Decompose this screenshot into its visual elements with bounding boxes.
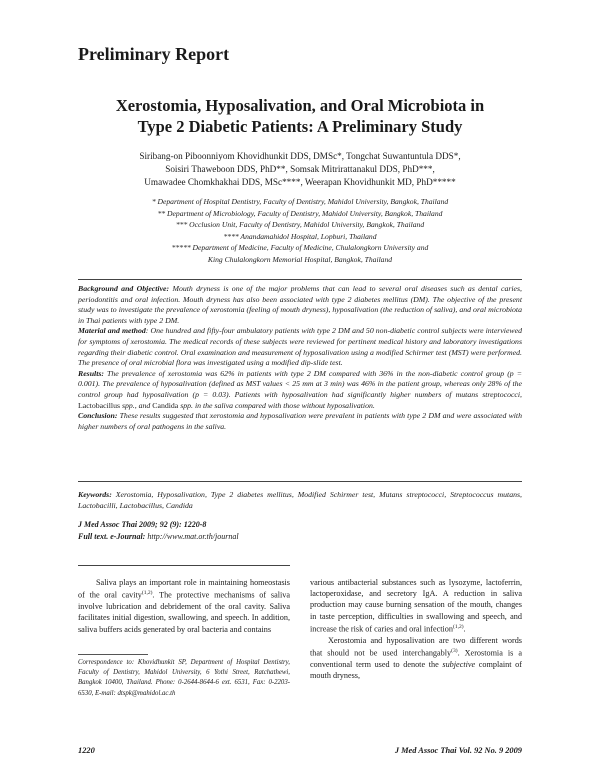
- page-number: 1220: [78, 746, 95, 755]
- article-title-line-2: Type 2 Diabetic Patients: A Preliminary Study: [137, 117, 463, 136]
- footnote-rule: [78, 654, 148, 655]
- abstract-results-label: Results:: [78, 368, 104, 378]
- reference-marker: (3): [451, 647, 458, 654]
- abstract-results: [78, 369, 522, 411]
- affiliation-line: ** Department of Microbiology, Faculty of Dentistry, Mahidol University, Bangkok, Thailand: [157, 208, 443, 218]
- reference-marker: (1,2): [453, 623, 464, 630]
- abstract-methods-label: Material and method: [78, 326, 146, 336]
- author-line: Umawadee Chomkhakhai DDS, MSc****, Weerapan Khovidhunkit MD, PhD*****: [144, 177, 456, 187]
- body-top-rule: [78, 565, 290, 566]
- genus-candida: Candida: [152, 400, 179, 410]
- affiliation-line: * Department of Hospital Dentistry, Faculty of Dentistry, Mahidol University, Bangkok, Thailand: [151, 197, 449, 206]
- body-column-right: [310, 577, 522, 681]
- abstract-top-rule: [78, 279, 522, 280]
- abstract-results-text: spp. in the saliva compared with those without hyposalivation.: [178, 400, 375, 410]
- abstract-conclusion-text: These results suggested that xerostomia and hyposalivation were prevalent in patients with type 2 DM and were associated with higher numbers of oral pathogens in the saliva.: [78, 411, 522, 431]
- journal-citation: J Med Assoc Thai 2009; 92 (9): 1220-8: [78, 520, 207, 529]
- abstract-conclusion-label: Conclusion:: [78, 411, 118, 421]
- body-text: complaint of mouth dryness,: [310, 659, 523, 681]
- abstract-conclusion: [78, 411, 522, 432]
- keywords-text: Xerostomia, Hyposalivation, Type 2 diabetes mellitus, Modified Schirmer test, Mutans streptococci, Streptococcus mutans, Lactobacilli, Lactobacillus, Candida: [78, 490, 522, 510]
- body-text: Saliva plays an important role in maintaining homeostasis of the oral cavity: [78, 578, 290, 600]
- author-line: Siribang-on Piboonniyom Khovidhunkit DDS, DMSc*, Tongchat Suwantuntula DDS*,: [139, 151, 461, 161]
- running-footer: J Med Assoc Thai Vol. 92 No. 9 2009: [394, 746, 522, 755]
- article-title-line-1: Xerostomia, Hyposalivation, and Oral Microbiota in: [115, 96, 485, 115]
- body-paragraph: [310, 635, 522, 682]
- abstract-results-text: spp., and: [120, 400, 153, 410]
- reference-marker: (1,2): [141, 590, 153, 597]
- section-title: Preliminary Report: [78, 44, 230, 64]
- body-text: various antibacterial substances such as lysozyme, lactoferrin, lactoperoxidase, and secretory IgA. A reduction in saliva production may cause burning sensation of the mouth, changes in taste perception, difficulties in swallowing and speech, and increase the risk of caries and oral infection: [310, 578, 522, 634]
- abstract: [78, 284, 522, 432]
- abstract-background: [78, 284, 522, 326]
- body-text: . The protective mechanisms of saliva involve lubrication and debridement of the oral cavity. Saliva facilitates initial digestion, swallowing, and speech. In addition, saliva buffers acids generated by oral bacteria and contains: [78, 590, 290, 634]
- keywords-label: Keywords:: [78, 490, 112, 499]
- citation-block: [78, 519, 239, 543]
- body-text-italic: subjective: [442, 659, 476, 669]
- genus-lactobacillus: Lactobacillus: [78, 400, 120, 410]
- abstract-background-label: Background and Objective:: [78, 284, 170, 293]
- body-column-left: [78, 577, 290, 635]
- affiliation-line: ***** Department of Medicine, Faculty of Medicine, Chulalongkorn University and: [171, 243, 429, 252]
- keywords: [78, 489, 522, 511]
- abstract-bottom-rule: [78, 481, 522, 482]
- abstract-methods: [78, 326, 522, 368]
- body-text: Xerostomia and hyposalivation are two different words that should not be used interchangably: [310, 635, 522, 658]
- fulltext-label: Full text. e-Journal:: [78, 532, 146, 541]
- affiliation-line: *** Occlusion Unit, Faculty of Dentistry, Mahidol University, Bangkok, Thailand: [175, 220, 425, 229]
- correspondence-note: Correspondence to: Khovidhunkit SP, Department of Hospital Dentistry, Faculty of Dentistry, Mahidol University, 6 Yothi Street, Ratchathewi, Bangkok 10400, Thailand. Phone: 0-2644-8644-6 ext. 6531, Fax: 0-2203-6530, E-mail: dtspk@mahidol.ac.th: [78, 659, 290, 697]
- body-paragraph: [78, 577, 290, 635]
- affiliation-line: King Chulalongkorn Memorial Hospital, Bangkok, Thailand: [207, 254, 393, 264]
- body-text: . Xerostomia is a conventional term used to denote the: [310, 648, 523, 669]
- affiliation-list: [40, 196, 560, 265]
- author-list: [40, 150, 560, 189]
- abstract-background-text: Mouth dryness is one of the major problems that can lead to several oral diseases such as dental caries, periodontitis and oral infection. Mouth dryness has also been associated with type 2 diabetes mellitus (DM). The objective of the present study was to investigate the prevalence of xerostomia (feeling of mouth dryness), hyposalivation (the reduction of saliva), and oral microbiota in Thai patients with type 2 DM.: [78, 284, 523, 325]
- affiliation-line: **** Anandamahidol Hospital, Lopburi, Thailand: [223, 231, 377, 241]
- abstract-methods-text: : One hundred and fifty-four ambulatory patients with type 2 DM and 50 non-diabetic control subjects were interviewed for symptoms of xerostomia. The medical records of these subjects were reviewed for pertinent medical history and laboratory investigations regarding their diabetic control. Oral examination and measurement of hyposalivation using a modified Schirmer test (MST) were performed. The presence of oral microbial flora was investigated using a modified dip-slide test.: [78, 326, 522, 368]
- fulltext-link[interactable]: http://www.mat.or.th/journal: [145, 532, 239, 541]
- author-line: Soisiri Thaweboon DDS, PhD**, Somsak Mitrirattanakul DDS, PhD***,: [165, 164, 435, 174]
- body-paragraph: various antibacterial substances such as lysozyme, lactoferrin, lactoperoxidase, and secretory IgA. A reduction in saliva production may cause burning sensation of the mouth, changes in taste perception, difficulties in swallowing and speech, and increase the risk of caries and oral infection$^{(1,2)}$.: [310, 578, 522, 634]
- abstract-results-text: The prevalence of xerostomia was 62% in patients with type 2 DM compared with 36% in the non-diabetic control group (p = 0.001). The prevalence of hyposalivation (defined as MST values < 25 mm at 3 min) was 46% in the patient group, whereas only 28% of the control group had hyposalivation (p = 0.03). Patients with hyposalivation had significantly higher numbers of mutans streptococci,: [78, 368, 522, 399]
